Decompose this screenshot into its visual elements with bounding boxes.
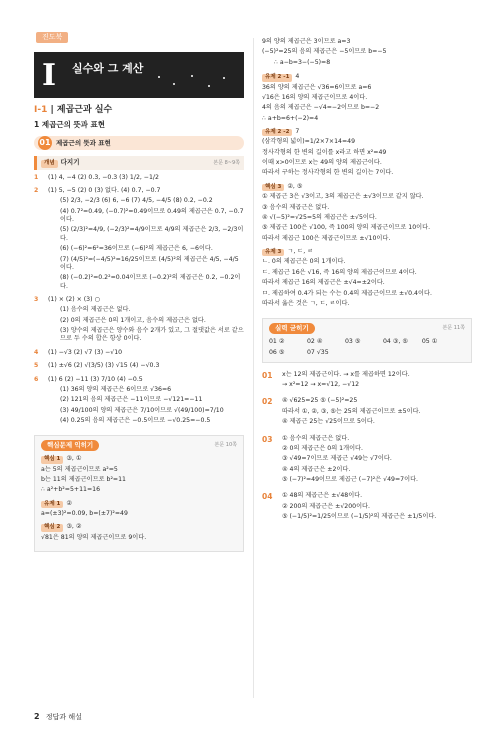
concept-tag: 개념: [41, 160, 58, 167]
page-number: 2: [34, 712, 40, 721]
right-column: [262, 38, 472, 529]
item-body: [48, 187, 244, 293]
solution-line: ⑤ (−7)²=49이므로 제곱근 (−7)²은 √49=7이다.: [282, 475, 419, 483]
item-number: 03: [262, 434, 273, 444]
banner-decoration: [154, 72, 234, 92]
core-item: [41, 523, 237, 544]
core-left-list: [41, 455, 237, 544]
solution-line: → x²=12 → x=√12, −√12: [282, 381, 360, 389]
concept-answers: [34, 174, 244, 428]
item-number: 5: [34, 362, 39, 370]
column-divider: [253, 38, 254, 698]
item-body: [282, 397, 421, 428]
concept-subhead: [34, 156, 244, 169]
answer-item: [34, 174, 244, 184]
section-name: 제곱근과 실수: [56, 105, 113, 115]
skill-item: [262, 371, 472, 392]
skill-item: [262, 397, 472, 428]
core-practice-ref: 본문 10쪽: [214, 442, 237, 449]
core-item: [262, 128, 472, 180]
solution-line: (4) 0.25의 음의 제곱근은 −0.5이므로 −√0.25=−0.5: [60, 416, 211, 424]
solution-line: x는 12의 제곱근이다. → x를 제곱하면 12이다.: [282, 370, 410, 378]
section-prefix: I-1: [34, 105, 48, 115]
continued-solution: [262, 38, 472, 67]
solution-line: 36의 양의 제곱근은 √36=6이므로 a=6: [262, 83, 372, 91]
answer-item: [34, 362, 244, 372]
quick-answer: 06 ⑤: [269, 349, 285, 357]
solution-line: ∴ a−b=3−(−5)=8: [274, 58, 331, 66]
quick-answer: 02 ④: [307, 338, 323, 345]
core-head: [262, 183, 472, 191]
core-tag: 유제 3: [262, 249, 284, 256]
topic-label: 제곱근의 뜻과 표현: [56, 138, 111, 147]
core-answer: ㄱ, ㄷ, ㄹ: [287, 248, 314, 256]
item-number: 6: [34, 375, 39, 383]
solution-line: ③ 음수의 제곱근은 없다.: [262, 203, 330, 211]
quick-answers: [269, 338, 465, 358]
core-practice-box: [34, 435, 244, 552]
solution-line: ① 제곱근 3은 √3이고, 3의 제곱근은 ±√3이므로 같지 않다.: [262, 193, 424, 201]
solution-line: (1) ±√6 (2) √(3/5) (3) √15 (4) −√0.3: [48, 362, 160, 370]
core-body: [41, 500, 237, 521]
solution-line: (3) 양수의 제곱근은 양수와 음수 2개가 있고, 그 절댓값은 서로 같으므로 두 수의 합은 항상 0이다.: [60, 327, 244, 343]
solution-line: (1) × (2) × (3) ○: [48, 296, 100, 303]
item-body: [48, 376, 244, 428]
solution-line: (1) 36의 양의 제곱근은 6이므로 √36=6: [60, 385, 172, 393]
core-answer: ②: [66, 499, 72, 507]
item-body: [48, 174, 244, 184]
quick-answer: 07 √35: [307, 349, 329, 357]
core-right-list: [262, 73, 472, 310]
solution-line: ㅁ. 제곱하여 0.4가 되는 수는 0.4의 제곱근이므로 ±√0.4이다.: [262, 289, 432, 297]
skill-item: [262, 492, 472, 523]
core-head: [41, 455, 237, 463]
solution-line: ∴ a+b=6+(−2)=4: [262, 114, 319, 122]
topic-number: 01: [38, 136, 52, 150]
solution-line: ㄴ. 0의 제곱근은 0의 1개이다.: [262, 258, 346, 266]
solution-line: 따라서 제곱근 100은 제곱근이므로 ±√10이다.: [262, 234, 391, 242]
item-body: [282, 435, 418, 487]
solution-line: 따라서 제곱근 16의 제곱근은 ±√4=±2이다.: [262, 279, 385, 287]
core-body: [262, 73, 472, 125]
solution-line: (5) (2/3)²=4/9, (−2/3)²=4/9이므로 4/9의 제곱근은 2/3, −2/3이다.: [60, 226, 244, 242]
item-number: 01: [262, 370, 273, 380]
chapter-banner: [34, 52, 244, 98]
solution-line: ② 200의 제곱근은 ±√200이다.: [282, 502, 371, 510]
item-body: [48, 349, 244, 359]
solution-line: 따라서 옳은 것은 ㄱ, ㄷ, ㄹ이다.: [262, 299, 350, 307]
core-head: [41, 500, 237, 508]
quick-answer: 01 ②: [269, 338, 285, 345]
solution-line: ④ √(−5)²=√25=5의 제곱근은 ±√5이다.: [262, 213, 377, 221]
item-number: 04: [262, 492, 273, 502]
core-answer: ②, ⑤: [287, 182, 303, 190]
core-item: [262, 183, 472, 245]
solution-line: (1) 음수의 제곱근은 없다.: [60, 306, 131, 314]
solution-line: 따라서 ①, ②, ③, ⑤는 25의 제곱근이므로 ±5이다.: [282, 407, 421, 415]
page-footer: [34, 712, 82, 723]
core-tag: 유제 2 -1: [262, 74, 292, 81]
answer-item: [34, 349, 244, 359]
solution-line: ④ 제곱근 25는 √25이므로 5이다.: [282, 418, 375, 426]
skill-item: [262, 435, 472, 487]
core-answer: 7: [295, 127, 300, 135]
item-number: 3: [34, 296, 39, 303]
solution-line: (7) (4/5)²=(−4/5)²=16/25이므로 (4/5)²의 제곱근은 4/5, −4/5이다.: [60, 255, 239, 271]
solution-line: √81은 81의 양의 제곱근이므로 9이다.: [41, 533, 147, 541]
item-number: 4: [34, 348, 39, 356]
core-body: [262, 128, 472, 180]
solution-line: b는 11의 제곱근이므로 b²=11: [41, 475, 126, 483]
left-column: [34, 104, 244, 560]
solution-line: (3) 49/100의 양의 제곱근은 7/10이므로 √(49/100)=7/10: [60, 406, 224, 414]
solution-line: (1) 5, −5 (2) 0 (3) 없다. (4) 0.7, −0.7: [48, 187, 161, 195]
solution-line: 9의 양의 제곱근은 3이므로 a=3: [262, 38, 351, 45]
core-answer: ③, ①: [66, 455, 82, 463]
quick-answer: 05 ①: [421, 338, 438, 345]
core-head: [262, 248, 472, 256]
solution-line: (1) 6 (2) −11 (3) 7/10 (4) −0.5: [48, 375, 143, 383]
item-body: [48, 362, 244, 372]
core-tag: 핵심 3: [262, 184, 284, 191]
solution-line: ④ √625=25 ⑤ (−5)²=25: [282, 397, 358, 405]
solution-line: ⑤ 제곱근 100은 √100, 즉 100의 양의 제곱근이므로 10이다.: [262, 224, 431, 232]
chapter-number: I: [42, 58, 57, 93]
core-tag: 유제 1: [41, 501, 63, 508]
core-head: [262, 73, 472, 81]
item-number: 2: [34, 187, 39, 195]
core-item: [41, 455, 237, 497]
core-body: [41, 455, 237, 497]
core-item: [262, 248, 472, 310]
solution-line: (2) 121의 음의 제곱근은 −11이므로 −√121=−11: [60, 396, 203, 404]
core-answer: ③, ②: [66, 523, 82, 531]
top-tab: 진도북: [36, 32, 68, 43]
core-tag: 유제 2 -2: [262, 129, 292, 136]
topic-badge: [34, 136, 244, 150]
concept-ref: 본문 8~9쪽: [213, 159, 240, 166]
answer-item: [34, 376, 244, 428]
core-body: [262, 248, 472, 310]
solution-line: √16은 16의 양의 제곱근이므로 4이다.: [262, 93, 368, 101]
solution-line: 4의 음의 제곱근은 −√4=−2이므로 b=−2: [262, 104, 380, 112]
solution-line: (1) −√3 (2) √7 (3) −√10: [48, 348, 123, 356]
section-title: I-1 | 제곱근과 실수: [34, 105, 113, 115]
quick-answer: 03 ⑤: [345, 338, 361, 345]
solution-line: ⑤ (−1/5)²=1/25이므로 (−1/5)²의 제곱근은 ±1/5이다.: [282, 513, 437, 521]
solution-line: (−5)²=25의 음의 제곱근은 −5이므로 b=−5: [262, 48, 387, 56]
concept-subhead-title: 다지기: [60, 158, 80, 167]
skill-practice-ref: 본문 11쪽: [442, 325, 465, 332]
subsection-title: [34, 120, 244, 130]
solution-line: 이때 x>0이므로 x는 49의 양의 제곱근이다.: [262, 159, 382, 167]
quick-answer: 04 ③, ⑤: [383, 338, 408, 345]
solution-line: 따라서 구하는 정사각형의 한 변의 길이는 7이다.: [262, 169, 394, 177]
item-number: 1: [34, 173, 39, 181]
subsection-name: 제곱근의 뜻과 표현: [41, 120, 106, 130]
solution-line: (2) 0의 제곱근은 0의 1개이고, 음수의 제곱근은 없다.: [60, 316, 206, 324]
solution-line: (삼각형의 넓이)=1/2×7×14=49: [262, 138, 356, 146]
solution-line: (8) (−0.2)²=0.2²=0.04이므로 (−0.2)²의 제곱근은 0.2, −0.2이다.: [60, 274, 241, 290]
solution-line: (6) (−6)²=6²=36이므로 (−6)²의 제곱근은 6, −6이다.: [60, 245, 213, 253]
solution-line: (4) 0.7²=0.49, (−0.7)²=0.49이므로 0.49의 제곱근은 0.7, −0.7이다.: [60, 207, 244, 224]
item-body: [282, 371, 410, 392]
item-body: [282, 492, 436, 523]
core-head: [262, 128, 472, 136]
answer-item: [34, 296, 244, 346]
core-tag: 핵심 1: [41, 456, 63, 463]
core-tag: 핵심 2: [41, 524, 63, 531]
core-practice-title: 핵심문제 익히기: [41, 440, 99, 451]
core-item: [262, 73, 472, 125]
skill-solutions: [262, 371, 472, 524]
skill-practice-title: 실력 굳히기: [269, 323, 315, 334]
solution-line: ∴ a²+b²=5+11=16: [41, 486, 101, 494]
solution-line: ④ 4의 제곱근은 ±2이다.: [282, 465, 351, 473]
core-body: [41, 523, 237, 544]
item-number: 02: [262, 397, 273, 407]
subsection-num: 1: [34, 120, 40, 130]
skill-practice-box: [262, 318, 472, 362]
core-head: [41, 523, 237, 531]
solution-line: ② 0의 제곱근은 0의 1개이다.: [282, 444, 363, 452]
core-body: [262, 183, 472, 245]
core-answer: 4: [295, 73, 300, 81]
footer-label: 정답과 해설: [45, 713, 82, 721]
chapter-title: 실수와 그 계산: [72, 62, 144, 75]
solution-line: (5) 2/3, −2/3 (6) 6, −6 (7) 4/5, −4/5 (8) 0.2, −0.2: [60, 197, 213, 205]
solution-line: ㄷ. 제곱근 16은 √16, 즉 16의 양의 제곱근이므로 4이다.: [262, 268, 417, 276]
solution-line: 정사각형의 한 변의 길이를 x라고 하면 x²=49: [262, 148, 387, 156]
item-body: [48, 296, 244, 346]
solution-line: a는 5의 제곱근이므로 a²=5: [41, 465, 118, 473]
solution-line: ① 음수의 제곱근은 없다.: [282, 434, 350, 442]
solution-line: (1) 4, −4 (2) 0.3, −0.3 (3) 1/2, −1/2: [48, 173, 159, 181]
core-item: [41, 500, 237, 521]
answer-item: [34, 187, 244, 293]
solution-line: a=(±3)²=0.09, b=(±7)²=49: [41, 510, 128, 517]
solution-line: ① 48의 제곱근은 ±√48이다.: [282, 492, 363, 500]
solution-line: ③ √49=7이므로 제곱근 √49는 √7이다.: [282, 455, 392, 463]
